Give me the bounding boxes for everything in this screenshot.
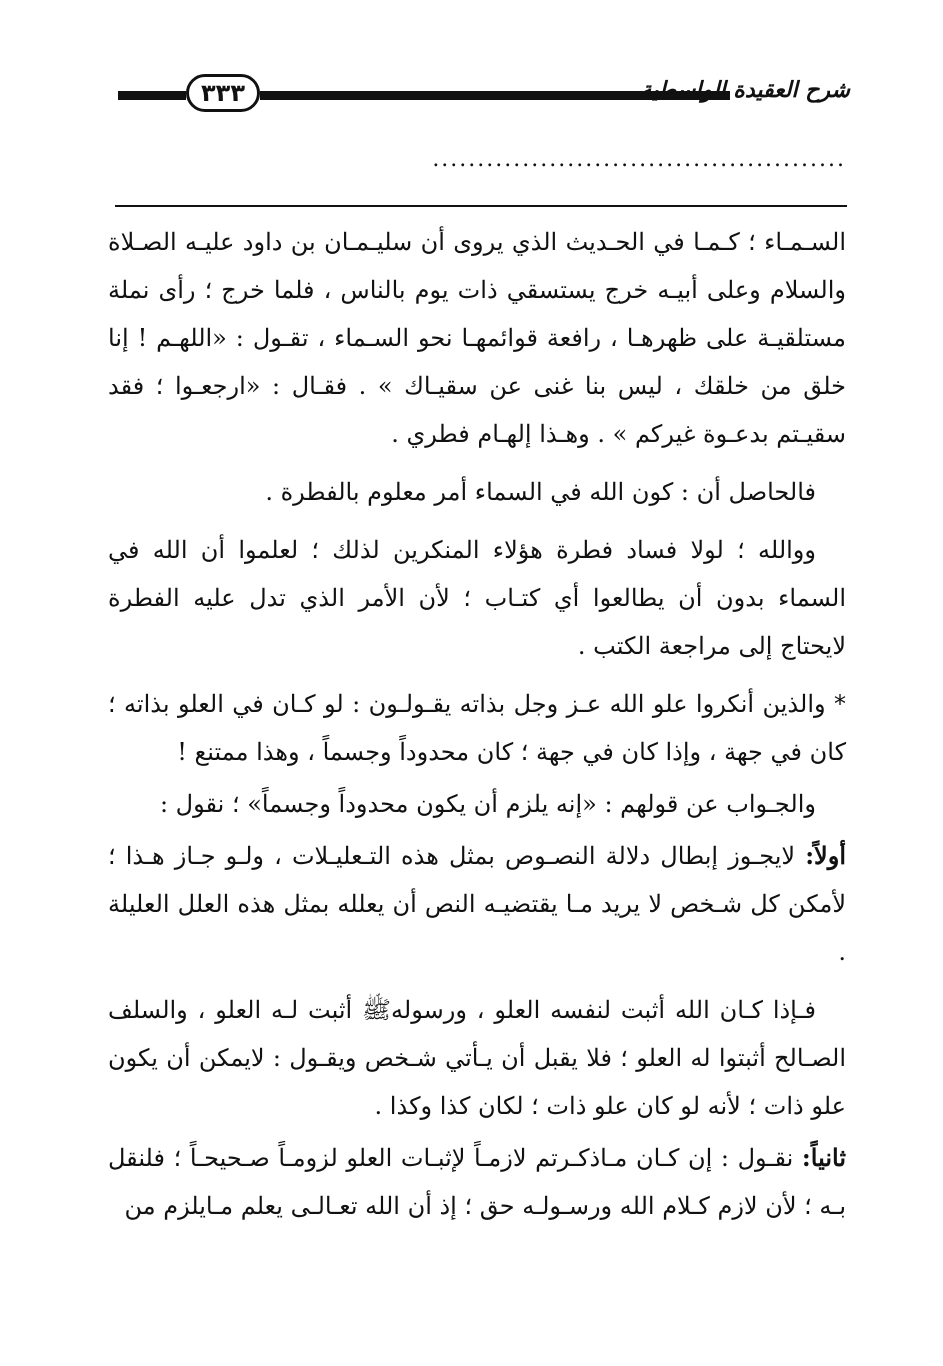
paragraph-3: ووالله ؛ لولا فساد فطرة هؤلاء المنكرين لذلك ؛ لعلموا أن الله في السماء بدون أن يطالعوا أي كتـاب ؛ لأن الأمر الذي تدل عليه الفطرة لايحتاج إلى مراجعة الكتب .: [108, 536, 846, 660]
page-body: [108, 218, 846, 1230]
paragraph-8-text: نقـول : إن كـان مـاذكـرتم لازمـاً لإثبـات العلو لزومـاً صـحيحـاً ؛ فلنقل بـه ؛ لأن لازم كـلام الله ورسـولـه حق ؛ إذ أن الله تعـالـى يعلم مـايلزم من: [108, 1144, 846, 1220]
paragraph-7: فـإذا كـان الله أثبت لنفسه العلو ، ورسولهﷺ أثبت لـه العلو ، والسلف الصـالح أثبتوا له العلو ؛ فلا يقبل أن يـأتي شـخص ويقـول : لايمكن أن يكون علو ذات ؛ لأنه لو كان علو ذات ؛ لكان كذا وكذا .: [108, 996, 846, 1120]
paragraph-8-lead: ثانياً:: [801, 1143, 846, 1172]
paragraph-1: السـمـاء ؛ كـمـا في الحـديث الذي يروى أن سليـمـان بن داود عليـه الصـلاة والسلام وعلى أبيـه خرج يستسقي ذات يوم بالناس ، فلما خرج ؛ رأى نملة مستلقيـة على ظهرهـا ، رافعة قوائمهـا نحو السـماء ، تقـول : «اللهـم ! إنا خلق من خلقك ، ليس بنا غنى عن سقيـاك » . فقـال : «ارجعـوا ؛ فقد سقيـتم بدعـوة غيركم » . وهـذا إلهـام فطري .: [108, 228, 846, 448]
asterisk-marker: *: [834, 690, 846, 718]
paragraph-5: والجـواب عن قولهم : «إنه يلزم أن يكون محدوداً وجسماً» ؛ نقول :: [159, 790, 816, 818]
header-rule-left: [118, 91, 186, 100]
paragraph-4: [108, 680, 846, 776]
footnote-separator-line: [115, 205, 847, 207]
paragraph-4-text: والذين أنكروا علو الله عـز وجل بذاته يقـولـون : لو كـان في العلو بذاته ؛ كان في جهة ، وإذا كان في جهة ؛ كان محدوداً وجسماً ، وهذا ممتنع !: [108, 690, 846, 766]
paragraph-6: [108, 832, 846, 976]
paragraph-6-lead: أولاً:: [805, 841, 846, 870]
book-title: شرح العقيدة الواسطية: [640, 78, 850, 103]
paragraph-8: [108, 1134, 846, 1230]
page-number: ٣٣٣: [186, 74, 260, 112]
paragraph-6-text: لايجـوز إبطال دلالة النصـوص بمثل هذه التـعليـلات ، ولـو جـاز هـذا ؛ لأمكن كل شـخص لا يريد مـا يقتضيـه النص أن يعلله بمثل هذه العلل العليلة .: [108, 842, 847, 966]
page-header: [110, 70, 850, 120]
paragraph-2: فالحاصل أن : كون الله في السماء أمر معلوم بالفطرة .: [265, 478, 816, 506]
dotted-separator: ..............................................: [432, 150, 846, 170]
